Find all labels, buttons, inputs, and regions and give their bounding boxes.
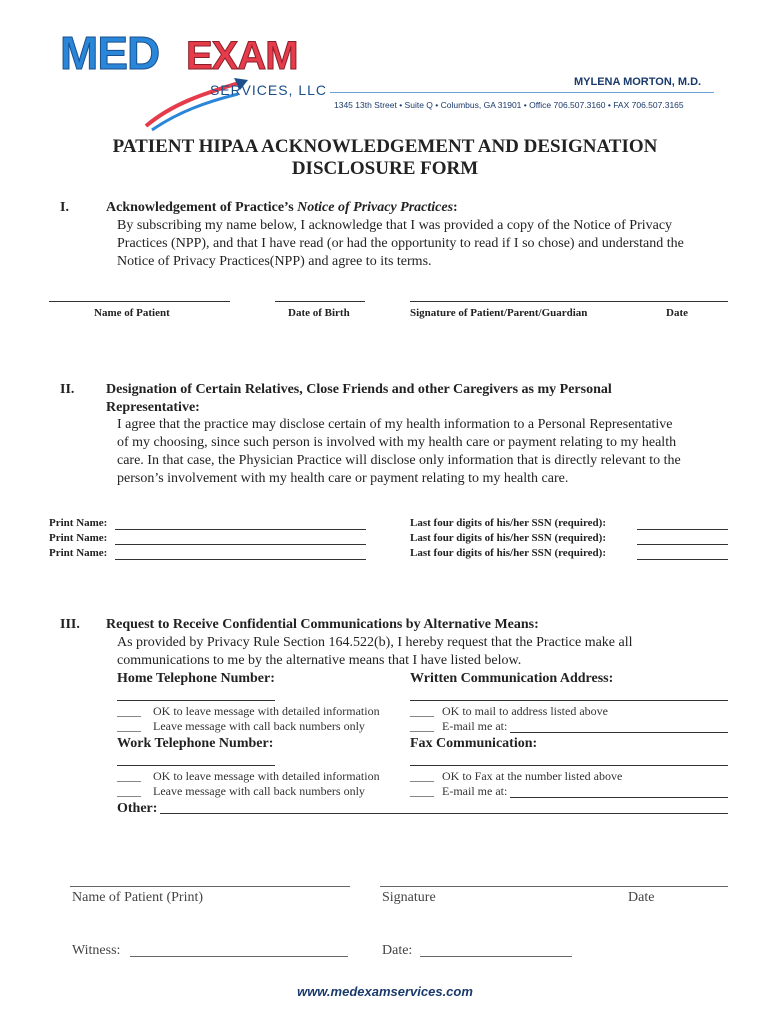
written-options	[410, 704, 608, 734]
print-name-label: Print Name:	[49, 517, 108, 529]
print-name-block	[49, 516, 107, 561]
print-name-label: Print Name:	[49, 547, 108, 559]
doctor-name: MYLENA MORTON, M.D.	[574, 76, 702, 88]
option-blank[interactable]: ____	[410, 784, 434, 798]
email-field-2[interactable]	[510, 797, 728, 798]
work-telephone-label: Work Telephone Number:	[117, 736, 274, 751]
option-blank[interactable]: ____	[410, 769, 434, 783]
heading-line: Representative:	[106, 400, 200, 415]
option-callback: Leave message with call back numbers only	[153, 784, 365, 798]
section-3-heading: Request to Receive Confidential Communications by Alternative Means:	[106, 617, 539, 632]
print-name-field-1[interactable]	[115, 529, 366, 530]
option-fax: OK to Fax at the number listed above	[442, 769, 623, 783]
ssn-block	[410, 516, 606, 561]
form-title	[0, 136, 770, 180]
section-2-numeral: II.	[60, 382, 75, 397]
option-blank[interactable]: ____	[410, 704, 434, 718]
option-callback: Leave message with call back numbers only	[153, 719, 365, 733]
home-options	[117, 704, 380, 734]
date-of-birth-label: Date of Birth	[288, 307, 350, 319]
ssn-label: Last four digits of his/her SSN (required):	[410, 547, 606, 559]
company-logo	[60, 26, 330, 106]
option-blank[interactable]: ____	[117, 704, 141, 718]
ssn-field-1[interactable]	[637, 529, 728, 530]
ssn-field-3[interactable]	[637, 559, 728, 560]
header-address: 1345 13th Street • Suite Q • Columbus, GA 31901 • Office 706.507.3160 • FAX 706.507.3165	[334, 100, 684, 110]
work-options	[117, 769, 380, 799]
header-rule	[330, 92, 714, 93]
heading-part-b: Notice of Privacy Practices	[297, 200, 454, 215]
body-line: person’s involvement with my health care or payment relating to my health care.	[117, 471, 569, 486]
option-blank[interactable]: ____	[117, 719, 141, 733]
heading-line: Designation of Certain Relatives, Close Friends and other Caregivers as my Personal	[106, 382, 612, 397]
name-of-patient-label: Name of Patient	[94, 307, 170, 319]
title-line-1: PATIENT HIPAA ACKNOWLEDGEMENT AND DESIGNATION	[112, 136, 658, 157]
logo-services-text: SERVICES, LLC	[210, 82, 328, 98]
ssn-field-2[interactable]	[637, 544, 728, 545]
body-line: As provided by Privacy Rule Section 164.522(b), I hereby request that the Practice make all	[117, 635, 633, 650]
body-line: of my choosing, since such person is involved with my health care or payment relating to my health	[117, 435, 677, 450]
other-field[interactable]	[160, 813, 728, 814]
final-date-label: Date	[628, 890, 655, 905]
written-address-label: Written Communication Address:	[410, 671, 614, 686]
option-email: E-mail me at:	[442, 719, 508, 733]
section-2-body	[117, 416, 681, 488]
body-line: I agree that the practice may disclose certain of my health information to a Personal Representative	[117, 417, 673, 432]
fax-options	[410, 769, 622, 799]
ssn-label: Last four digits of his/her SSN (required):	[410, 517, 606, 529]
option-blank[interactable]: ____	[117, 784, 141, 798]
section-1-heading	[106, 199, 458, 217]
written-address-field[interactable]	[410, 700, 728, 701]
body-line: care. In that case, the Physician Practice will disclose only information that is directly relevant to the	[117, 453, 681, 468]
fax-field[interactable]	[410, 765, 728, 766]
option-blank[interactable]: ____	[117, 769, 141, 783]
print-name-field-3[interactable]	[115, 559, 366, 560]
ssn-label: Last four digits of his/her SSN (required):	[410, 532, 606, 544]
witness-label: Witness:	[72, 943, 121, 958]
option-email: E-mail me at:	[442, 784, 508, 798]
name-print-label: Name of Patient (Print)	[72, 890, 204, 905]
witness-date-line[interactable]	[420, 956, 572, 957]
other-label: Other:	[117, 801, 158, 816]
option-mail: OK to mail to address listed above	[442, 704, 608, 718]
witness-date-label: Date:	[382, 943, 413, 958]
print-name-label: Print Name:	[49, 532, 108, 544]
work-telephone-field[interactable]	[117, 765, 275, 766]
print-name-field-2[interactable]	[115, 544, 366, 545]
name-print-line[interactable]	[70, 886, 350, 887]
final-signature-line[interactable]	[380, 886, 728, 887]
body-line: Practices (NPP), and that I have read (or had the opportunity to read if I so chose) and understand the	[117, 236, 684, 251]
date-of-birth-line[interactable]	[275, 301, 365, 302]
signature-label: Signature of Patient/Parent/Guardian	[410, 307, 588, 319]
section-3-numeral: III.	[60, 617, 80, 632]
title-line-2: DISCLOSURE FORM	[291, 158, 479, 179]
section-1-numeral: I.	[60, 200, 69, 215]
fax-communication-label: Fax Communication:	[410, 736, 538, 751]
body-line: By subscribing my name below, I acknowledge that I was provided a copy of the Notice of Privacy	[117, 218, 673, 233]
footer-website[interactable]: www.medexamservices.com	[297, 984, 473, 999]
body-line: communications to me by the alternative means that I have listed below.	[117, 653, 522, 668]
option-blank[interactable]: ____	[410, 719, 434, 733]
witness-line[interactable]	[130, 956, 348, 957]
home-telephone-field[interactable]	[117, 700, 275, 701]
signature-line[interactable]	[410, 301, 728, 302]
name-of-patient-line[interactable]	[49, 301, 230, 302]
heading-part-c: :	[453, 200, 458, 215]
heading-part-a: Acknowledgement of Practice’s	[106, 200, 298, 215]
logo-exam-text: EXAM	[186, 34, 298, 78]
home-telephone-label: Home Telephone Number:	[117, 671, 275, 686]
date-label: Date	[666, 307, 688, 319]
final-signature-label: Signature	[382, 890, 436, 905]
section-1-body	[117, 217, 737, 271]
option-ok-detailed: OK to leave message with detailed information	[153, 704, 380, 718]
section-2-heading	[106, 381, 612, 417]
body-line: Notice of Privacy Practices(NPP) and agree to its terms.	[117, 254, 432, 269]
email-field-1[interactable]	[510, 732, 728, 733]
section-3-body	[117, 634, 633, 670]
option-ok-detailed: OK to leave message with detailed information	[153, 769, 380, 783]
logo-med-text: MED	[60, 27, 160, 79]
